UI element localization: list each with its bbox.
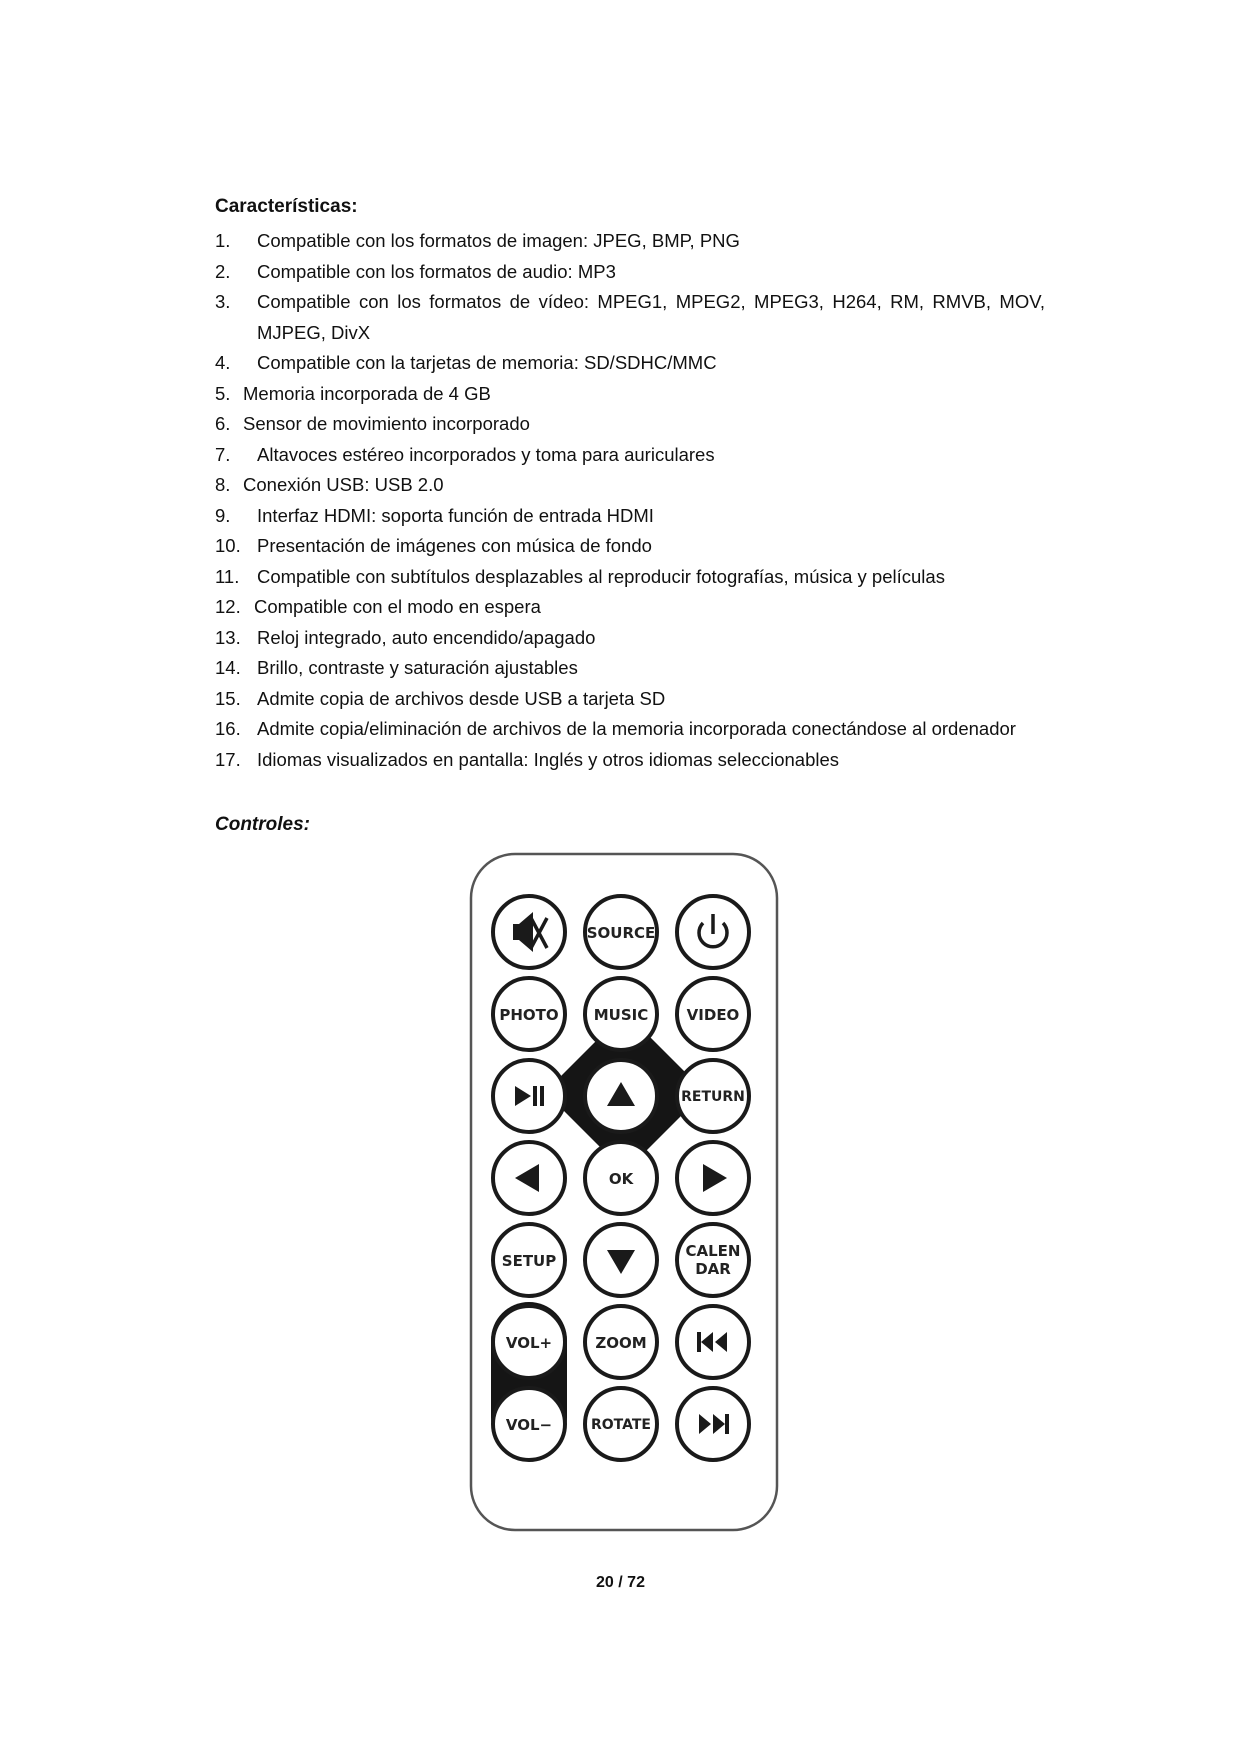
feature-text: Brillo, contraste y saturación ajustables	[257, 657, 578, 678]
feature-number: 17.	[215, 748, 241, 770]
calendar-label-line1: CALEN	[685, 1242, 741, 1260]
feature-text: Admite copia/eliminación de archivos de la memoria incorporada conectándose al ordenador	[257, 718, 1016, 739]
previous-button[interactable]	[677, 1306, 749, 1378]
feature-text: Admite copia de archivos desde USB a tarjeta SD	[257, 687, 666, 709]
rotate-button[interactable]	[585, 1388, 657, 1460]
feature-number: 5.	[215, 382, 231, 404]
features-list	[215, 226, 1045, 775]
video-button[interactable]	[677, 978, 749, 1050]
feature-text: Compatible con el modo en espera	[254, 596, 541, 617]
zoom-button[interactable]	[585, 1306, 657, 1378]
next-button[interactable]	[677, 1388, 749, 1460]
feature-number: 11.	[215, 565, 240, 587]
feature-item-14	[215, 653, 1045, 684]
page-separator: /	[618, 1574, 623, 1591]
feature-item-17	[215, 745, 1045, 776]
feature-number: 6.	[215, 413, 231, 434]
feature-item-2	[215, 257, 1045, 288]
feature-item-16	[215, 714, 1045, 745]
right-button[interactable]	[677, 1142, 749, 1214]
feature-text-continued: MJPEG, DivX	[257, 321, 371, 343]
return-label: RETURN	[681, 1089, 745, 1105]
feature-item-11	[215, 562, 1045, 593]
feature-item-8	[215, 470, 1045, 501]
feature-number: 13.	[215, 626, 241, 648]
up-button[interactable]	[585, 1060, 657, 1132]
feature-text: Conexión USB: USB 2.0	[243, 474, 444, 495]
return-button[interactable]	[677, 1060, 749, 1132]
down-button[interactable]	[585, 1224, 657, 1296]
left-button[interactable]	[493, 1142, 565, 1214]
feature-text: Compatible con la tarjetas de memoria: SD/SDHC/MMC	[257, 352, 717, 373]
ok-label: OK	[608, 1170, 634, 1188]
video-label: VIDEO	[686, 1006, 740, 1024]
feature-item-9	[215, 501, 1045, 532]
controls-heading: Controles:	[215, 814, 310, 835]
source-button[interactable]	[585, 896, 657, 968]
feature-text: Presentación de imágenes con música de fondo	[257, 535, 652, 556]
feature-number: 14.	[215, 657, 241, 678]
feature-item-4	[215, 348, 1045, 379]
photo-button[interactable]	[493, 978, 565, 1050]
feature-text: Compatible con los formatos de imagen: JPEG, BMP, PNG	[257, 230, 740, 251]
page-total: 72	[627, 1574, 645, 1591]
source-label: SOURCE	[586, 924, 656, 942]
feature-text: Compatible con los formatos de audio: MP3	[257, 260, 616, 282]
music-label: MUSIC	[593, 1006, 649, 1024]
feature-text: Reloj integrado, auto encendido/apagado	[257, 626, 596, 648]
vol-down-button[interactable]	[493, 1388, 565, 1460]
feature-number: 4.	[215, 352, 231, 373]
feature-number: 8.	[215, 474, 231, 495]
calendar-button[interactable]	[677, 1224, 749, 1296]
ok-button[interactable]	[585, 1142, 657, 1214]
feature-number: 16.	[215, 718, 241, 739]
feature-item-5	[215, 379, 1045, 410]
vol-down-label: VOL−	[505, 1416, 553, 1434]
feature-text: Altavoces estéreo incorporados y toma para auriculares	[257, 443, 715, 465]
feature-text: Interfaz HDMI: soporta función de entrada HDMI	[257, 504, 654, 526]
feature-number: 9.	[215, 504, 231, 526]
feature-number: 2.	[215, 260, 231, 282]
feature-text: Compatible con subtítulos desplazables al reproducir fotografías, música y películas	[257, 565, 945, 587]
remote-control-diagram	[467, 850, 783, 1534]
page-current: 20	[596, 1574, 614, 1591]
feature-item-1	[215, 226, 1045, 257]
photo-label: PHOTO	[499, 1006, 559, 1024]
feature-item-12	[215, 592, 1045, 623]
feature-item-7	[215, 440, 1045, 471]
feature-number: 7.	[215, 443, 231, 465]
feature-number: 10.	[215, 535, 241, 556]
feature-text: Compatible con los formatos de vídeo: MPEG1, MPEG2, MPEG3, H264, RM, RMVB, MOV,	[257, 291, 1045, 312]
page-number	[0, 1574, 1241, 1592]
rotate-label: ROTATE	[590, 1417, 652, 1433]
feature-number: 1.	[215, 230, 231, 251]
mute-button[interactable]	[493, 896, 565, 968]
feature-text: Memoria incorporada de 4 GB	[243, 382, 491, 404]
features-heading: Características:	[215, 196, 358, 217]
feature-text: Idiomas visualizados en pantalla: Inglés y otros idiomas seleccionables	[257, 748, 840, 770]
feature-item-15	[215, 684, 1045, 715]
music-button[interactable]	[585, 978, 657, 1050]
zoom-label: ZOOM	[595, 1334, 647, 1352]
play-pause-button[interactable]	[493, 1060, 565, 1132]
feature-number: 3.	[215, 291, 231, 312]
power-button[interactable]	[677, 896, 749, 968]
setup-button[interactable]	[493, 1224, 565, 1296]
vol-up-button[interactable]	[493, 1306, 565, 1378]
setup-label: SETUP	[501, 1252, 557, 1270]
feature-item-13	[215, 623, 1045, 654]
feature-number: 12.	[215, 596, 241, 617]
feature-number: 15.	[215, 687, 241, 709]
feature-item-10	[215, 531, 1045, 562]
calendar-label-line2: DAR	[695, 1260, 731, 1278]
feature-text: Sensor de movimiento incorporado	[243, 413, 530, 434]
feature-item-3	[215, 287, 1045, 348]
vol-up-label: VOL+	[505, 1334, 553, 1352]
remote-control-svg	[467, 850, 783, 1534]
feature-item-6	[215, 409, 1045, 440]
